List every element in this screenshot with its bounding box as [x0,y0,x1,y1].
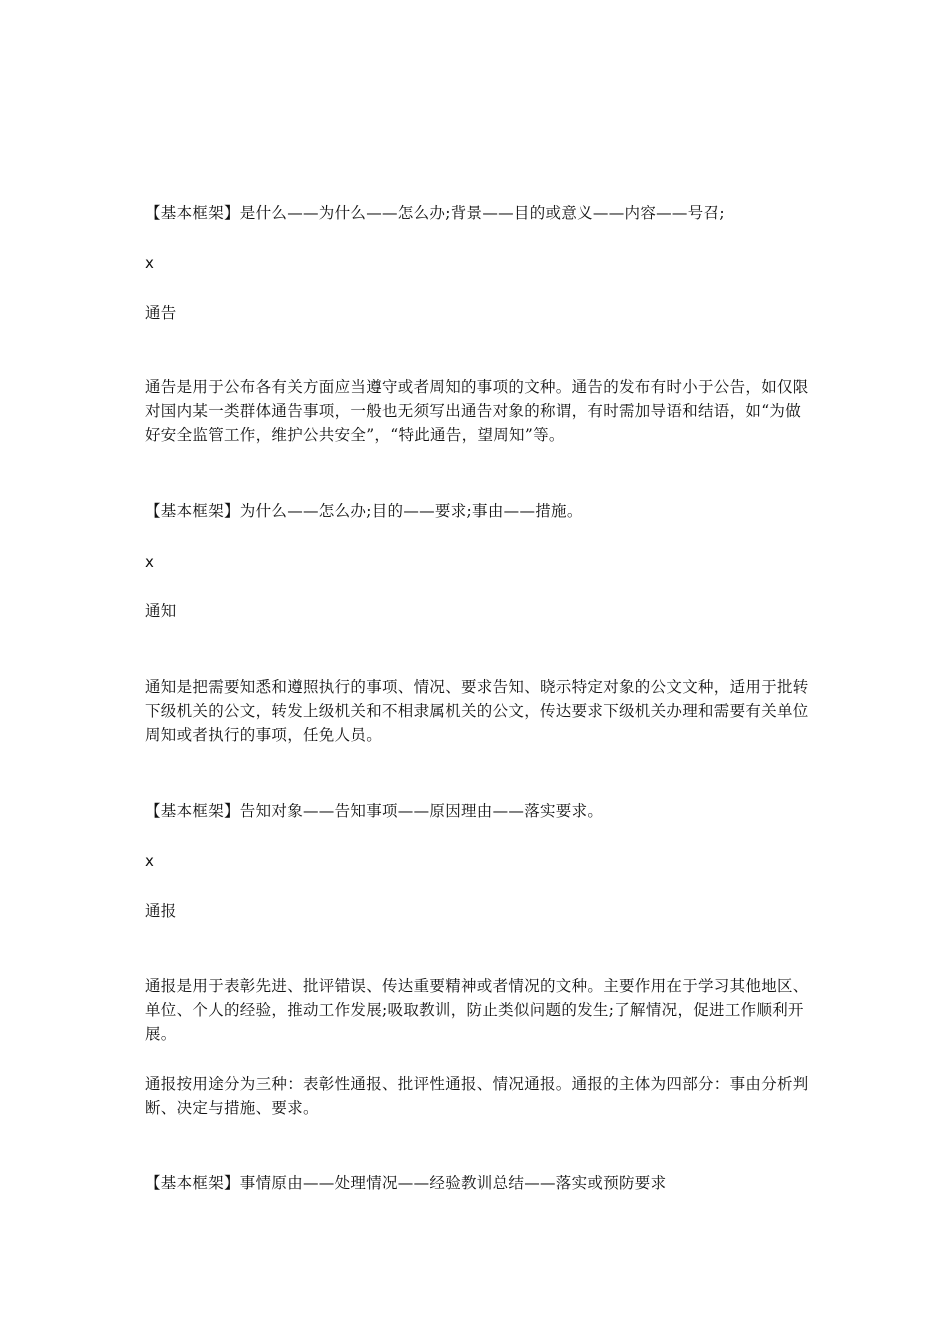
paragraph-tonggao: 通告是用于公布各有关方面应当遵守或者周知的事项的文种。通告的发布有时小于公告，如仅限对国内某一类群体通告事项，一般也无须写出通告对象的称谓，有时需加导语和结语，如“为做好安全监管工作，维护公共安全”，“特此通告，望周知”等。 [145,378,809,444]
framework-line-3: 【基本框架】告知对象——告知事项——原因理由——落实要求。 [145,802,604,820]
x-mark-2: x [145,553,154,571]
heading-tongzhi: 通知 [145,602,177,620]
x-mark-3: x [145,852,154,870]
paragraph-tongzhi: 通知是把需要知悉和遵照执行的事项、情况、要求告知、晓示特定对象的公文文种，适用于批转下级机关的公文，转发上级机关和不相隶属机关的公文，传达要求下级机关办理和需要有关单位周知或者执行的事项，任免人员。 [145,678,809,744]
framework-line-1: 【基本框架】是什么——为什么——怎么办;背景——目的或意义——内容——号召; [145,204,725,222]
paragraph-tongbao-1: 通报是用于表彰先进、批评错误、传达重要精神或者情况的文种。主要作用在于学习其他地区、单位、个人的经验，推动工作发展;吸取教训，防止类似问题的发生;了解情况，促进工作顺利开展。 [145,977,809,1043]
heading-tongbao: 通报 [145,902,177,920]
paragraph-tongbao-2: 通报按用途分为三种：表彰性通报、批评性通报、情况通报。通报的主体为四部分：事由分析判断、决定与措施、要求。 [145,1075,809,1117]
heading-tonggao: 通告 [145,304,177,322]
framework-line-2: 【基本框架】为什么——怎么办;目的——要求;事由——措施。 [145,502,583,520]
framework-line-4: 【基本框架】事情原由——处理情况——经验教训总结——落实或预防要求 [145,1174,667,1192]
x-mark-1: x [145,254,154,272]
